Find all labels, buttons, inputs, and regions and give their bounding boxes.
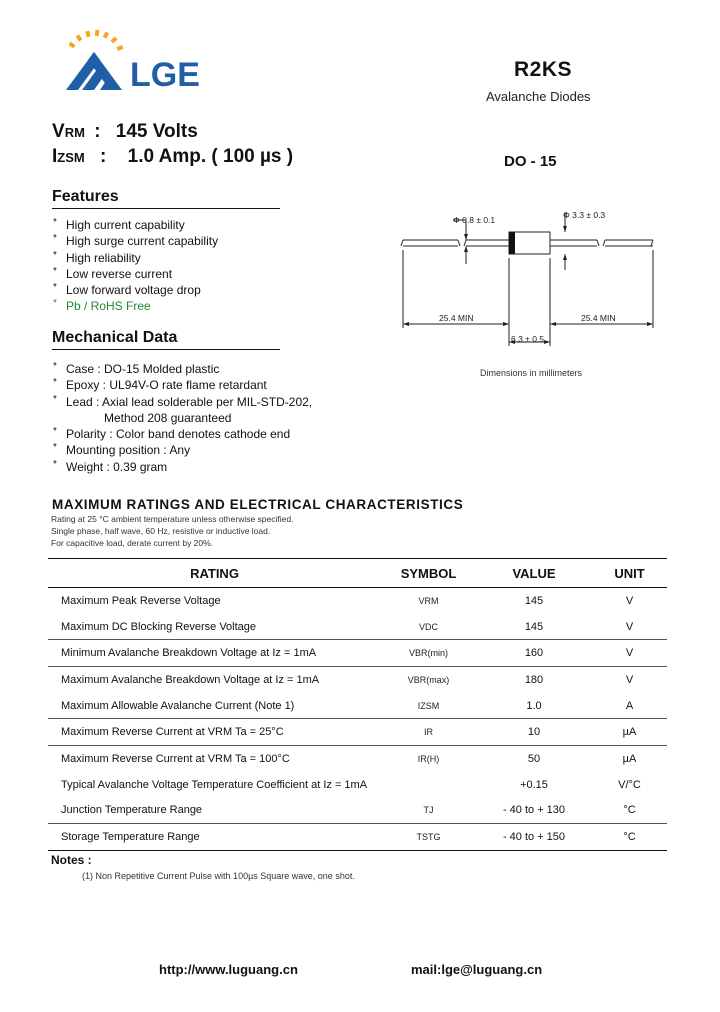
ratings-note: Single phase, half wave, 60 Hz, resistive or inductive load. (51, 526, 271, 536)
vrm-label-sub: RM (64, 125, 85, 140)
list-item: * Low forward voltage drop (53, 282, 201, 298)
product-subtitle: Avalanche Diodes (486, 89, 591, 104)
part-number: R2KS (514, 58, 573, 81)
list-item: * Polarity : Color band denotes cathode end (53, 426, 291, 442)
body-diameter-label: Φ 3.3 ± 0.3 (563, 210, 606, 220)
package-dimension-diagram (395, 198, 665, 358)
table-row: Maximum Avalanche Breakdown Voltage at Iz = 1mA VBR(max) 180 V (61, 673, 634, 686)
table-row: Minimum Avalanche Breakdown Voltage at Iz = 1mA VBR(min) 160 V (48, 640, 667, 667)
izsm-label-sub: ZSM (57, 150, 85, 165)
list-item: * High reliability (53, 249, 141, 265)
website-link[interactable]: http://www.luguang.cn (159, 962, 298, 977)
izsm-spec (52, 146, 293, 168)
dimensions-caption: Dimensions in millimeters (480, 368, 583, 378)
list-item-rohs: * Pb / RoHS Free (53, 298, 151, 314)
izsm-separator: : (100, 146, 107, 167)
table-row: Maximum Reverse Current at VRM Ta = 25°C IR 10 µA (48, 719, 667, 746)
features-title: Features (52, 188, 280, 209)
header-unit: UNIT (592, 559, 667, 588)
table-header-row (48, 559, 667, 588)
logo-text: LGE (130, 56, 200, 94)
list-item: * Epoxy : UL94V-O rate flame retardant (53, 377, 267, 393)
mechanical-list (53, 361, 312, 475)
header-value: VALUE (476, 559, 592, 588)
ratings-table (48, 558, 667, 851)
vrm-value: 145 Volts (115, 121, 198, 142)
table-row: Maximum DC Blocking Reverse Voltage VDC 145 V (48, 614, 667, 640)
list-item: * High surge current capability (53, 233, 219, 249)
izsm-value: 1.0 Amp. ( 100 µs ) (127, 146, 294, 167)
notes-title: Notes : (51, 853, 92, 867)
lead-continuation: Method 208 guaranteed (104, 410, 232, 425)
ratings-note: Rating at 25 °C ambient temperature unless otherwise specified. (51, 514, 294, 524)
list-item: * Case : DO-15 Molded plastic (53, 361, 220, 376)
table-row: Typical Avalanche Voltage Temperature Coefficient at Iz = 1mA +0.15 V/°C (61, 778, 641, 791)
list-item: * Low reverse current (53, 265, 173, 281)
list-item: * High current capability (53, 217, 185, 232)
table-row: Maximum Reverse Current at VRM Ta = 100°C IR(H) 50 µA (61, 752, 637, 765)
body-length-label: 6.3 ± 0.5 (511, 334, 545, 344)
lead-diameter-label: Φ 0.8 ± 0.1 (453, 215, 496, 225)
table-row: Maximum Peak Reverse Voltage VRM 145 V (61, 594, 634, 607)
ratings-title: MAXIMUM RATINGS AND ELECTRICAL CHARACTERISTICS (52, 497, 464, 512)
table-row: Junction Temperature Range TJ - 40 to + 130 °C (48, 798, 667, 824)
header-symbol: SYMBOL (381, 559, 476, 588)
features-list (53, 217, 218, 315)
table-row: Storage Temperature Range TSTG - 40 to + 150 °C (48, 824, 667, 851)
header-rating: RATING (48, 559, 381, 588)
package-type: DO - 15 (504, 153, 557, 170)
list-item: * Mounting position : Any (53, 442, 191, 458)
list-item: * Lead : Axial lead solderable per MIL-STD-202, Method 208 guaranteed (53, 393, 313, 425)
list-item: * Weight : 0.39 gram (53, 458, 168, 474)
note-item: (1) Non Repetitive Current Pulse with 100µs Square wave, one shot. (82, 871, 355, 881)
table-row: Maximum Allowable Avalanche Current (Note 1) IZSM 1.0 A (48, 693, 667, 719)
ratings-note: For capacitive load, derate current by 20%. (51, 538, 214, 548)
vrm-label: V (52, 121, 65, 142)
email-link[interactable]: mail:lge@luguang.cn (411, 962, 543, 977)
company-logo (60, 28, 240, 100)
lead-length-left-label: 25.4 MIN (439, 313, 474, 323)
lge-logo-mark (60, 28, 240, 100)
vrm-separator: : (94, 121, 101, 142)
mechanical-title: Mechanical Data (52, 329, 280, 350)
lead-length-right-label: 25.4 MIN (581, 313, 616, 323)
vrm-spec (52, 121, 198, 143)
izsm-label: I (52, 146, 58, 167)
